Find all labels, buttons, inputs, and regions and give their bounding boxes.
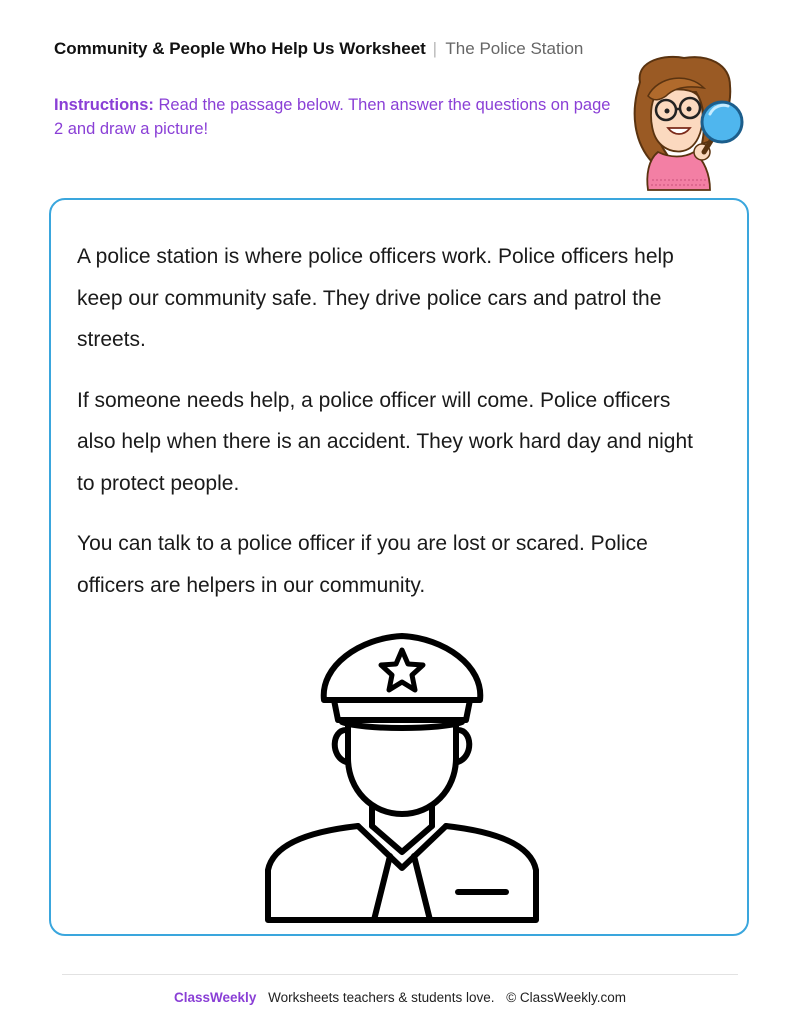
reading-passage — [77, 236, 697, 625]
police-officer-icon — [262, 630, 542, 926]
title-main: Community & People Who Help Us Worksheet — [54, 39, 426, 58]
footer-tagline: Worksheets teachers & students love. — [268, 990, 495, 1005]
instructions-label: Instructions: — [54, 96, 154, 114]
title-separator: | — [432, 39, 437, 58]
footer — [0, 989, 800, 1007]
footer-divider — [62, 974, 738, 975]
footer-copyright: © ClassWeekly.com — [506, 990, 626, 1005]
footer-brand: ClassWeekly — [174, 990, 257, 1005]
girl-with-magnifying-glass-icon — [618, 52, 752, 192]
title-subtitle: The Police Station — [445, 39, 584, 58]
passage-paragraph-2: If someone needs help, a police officer will come. Police officers also help when there is an accident. They work hard day and night to protect people. — [77, 388, 693, 495]
worksheet-title — [54, 38, 583, 60]
instructions-text: Read the passage below. Then answer the questions on page 2 and draw a picture! — [54, 96, 611, 138]
passage-paragraph-3: You can talk to a police officer if you are lost or scared. Police officers are helpers in our community. — [77, 532, 648, 597]
instructions — [54, 93, 614, 141]
passage-paragraph-1: A police station is where police officers work. Police officers help keep our community safe. They drive police cars and patrol the streets. — [77, 245, 674, 351]
